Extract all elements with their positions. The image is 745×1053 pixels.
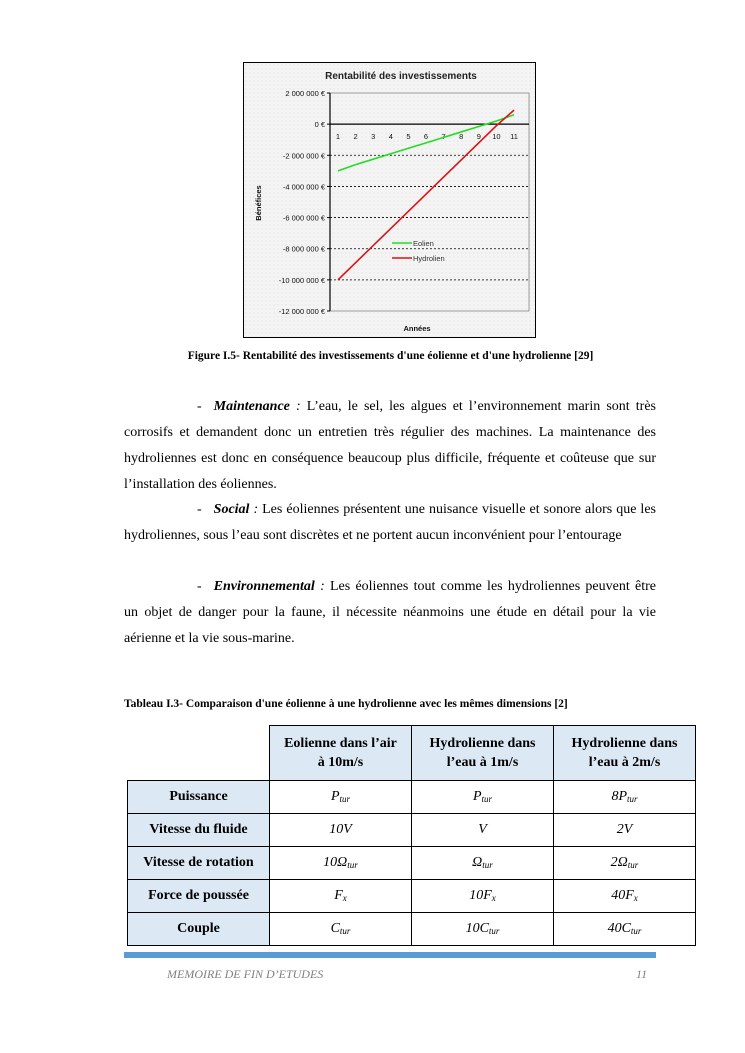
paragraph-text: L’eau, le sel, les algues et l’environnement marin sont très corrosifs et demandent donc un entretien très régulier des machines. La maintenance des hydroliennes est donc en conséquence beaucoup plus difficile, fréquente et coûteuse que sur l’installation des éoliennes. — [124, 399, 656, 492]
table-cell: $P_{tur}$ — [270, 781, 412, 814]
svg-text:4: 4 — [388, 132, 393, 142]
table-row — [128, 913, 696, 946]
header-blank — [128, 726, 270, 781]
row-label: Vitesse du fluide — [128, 814, 270, 847]
header-hydrolienne-2ms: Hydrolienne dans l’eau à 2m/s — [554, 726, 696, 781]
svg-text:3: 3 — [371, 132, 376, 142]
svg-text:2 000 000 €: 2 000 000 € — [285, 89, 325, 98]
paragraph-maintenance — [124, 394, 656, 498]
table-cell: $10C_{tur}$ — [412, 913, 554, 946]
svg-text:7: 7 — [441, 132, 446, 142]
table-cell: $F_x$ — [270, 880, 412, 913]
table-cell: V — [412, 814, 554, 847]
table-cell: 10V — [270, 814, 412, 847]
svg-text:9: 9 — [476, 132, 481, 142]
table-title: Tableau I.3- Comparaison d'une éolienne à une hydrolienne avec les mêmes dimensions [2] — [124, 698, 568, 710]
svg-text:-6 000 000 €: -6 000 000 € — [282, 213, 325, 223]
svg-text:Hydrolien: Hydrolien — [413, 254, 445, 263]
term-maintenance: Maintenance — [213, 399, 290, 414]
svg-text:-4 000 000 €: -4 000 000 € — [282, 182, 325, 192]
svg-text:0 €: 0 € — [314, 120, 325, 130]
svg-text:2: 2 — [353, 132, 358, 142]
table-header-row — [128, 726, 696, 781]
comparison-table — [127, 725, 696, 946]
term-environnemental: Environnemental — [213, 579, 315, 594]
table-cell: $8P_{tur}$ — [554, 781, 696, 814]
table-row — [128, 781, 696, 814]
paragraph-text: Les éoliennes présentent une nuisance visuelle et sonore alors que les hydroliennes, sous l’eau sont discrètes et ne portent aucun inconvénient pour l’entourage — [124, 502, 656, 543]
svg-text:10: 10 — [492, 132, 501, 142]
paragraph-environnemental — [124, 574, 656, 652]
header-hydrolienne-1ms: Hydrolienne dans l’eau à 1m/s — [412, 726, 554, 781]
svg-text:6: 6 — [423, 132, 429, 142]
row-label: Couple — [128, 913, 270, 946]
svg-text:-10 000 000 €: -10 000 000 € — [278, 275, 325, 285]
term-social: Social — [213, 502, 250, 517]
list-dash: - — [197, 579, 202, 594]
svg-text:-8 000 000 €: -8 000 000 € — [282, 244, 325, 254]
table-cell: $\Omega_{tur}$ — [412, 847, 554, 880]
figure-caption: Figure I.5- Rentabilité des investissements d'une éolienne et d'une hydrolienne [29] — [187, 350, 594, 362]
svg-text:8: 8 — [459, 132, 464, 142]
paragraph-text: Les éoliennes tout comme les hydroliennes peuvent être un objet de danger pour la faune, il nécessite néanmoins une étude en détail pour la vie aérienne et la vie sous-marine. — [124, 579, 656, 646]
svg-text:Bénéfices: Bénéfices — [254, 185, 263, 221]
paragraph-social — [124, 497, 656, 549]
table-cell: $C_{tur}$ — [270, 913, 412, 946]
separator: : — [289, 399, 301, 414]
table-cell: $10F_x$ — [412, 880, 554, 913]
table-row — [128, 814, 696, 847]
separator: : — [314, 579, 325, 594]
line-chart — [244, 63, 537, 339]
svg-text:Rentabilité des investissement: Rentabilité des investissements — [325, 71, 477, 82]
footer-bar — [124, 952, 656, 958]
page-number: 11 — [636, 967, 648, 981]
list-dash: - — [197, 399, 202, 414]
svg-text:11: 11 — [510, 132, 518, 142]
table-cell: $40C_{tur}$ — [554, 913, 696, 946]
table-row — [128, 880, 696, 913]
table-cell: 2V — [554, 814, 696, 847]
svg-text:Eolien: Eolien — [413, 239, 434, 248]
footer-text: MEMOIRE DE FIN D’ETUDES — [167, 967, 324, 981]
svg-text:Années: Années — [403, 324, 431, 333]
row-label: Force de poussée — [128, 880, 270, 913]
table-cell: $2\Omega_{tur}$ — [554, 847, 696, 880]
svg-text:5: 5 — [406, 132, 411, 142]
svg-text:1: 1 — [335, 132, 341, 142]
header-eolienne-air: Eolienne dans l’air à 10m/s — [270, 726, 412, 781]
row-label: Vitesse de rotation — [128, 847, 270, 880]
svg-text:-2 000 000 €: -2 000 000 € — [282, 151, 325, 161]
investment-chart — [243, 62, 536, 338]
table-cell: $40F_x$ — [554, 880, 696, 913]
separator: : — [249, 502, 259, 517]
table-cell: $P_{tur}$ — [412, 781, 554, 814]
list-dash: - — [197, 502, 202, 517]
table-cell: $10\Omega_{tur}$ — [270, 847, 412, 880]
svg-text:-12 000 000 €: -12 000 000 € — [278, 307, 325, 316]
row-label: Puissance — [128, 781, 270, 814]
table-row — [128, 847, 696, 880]
